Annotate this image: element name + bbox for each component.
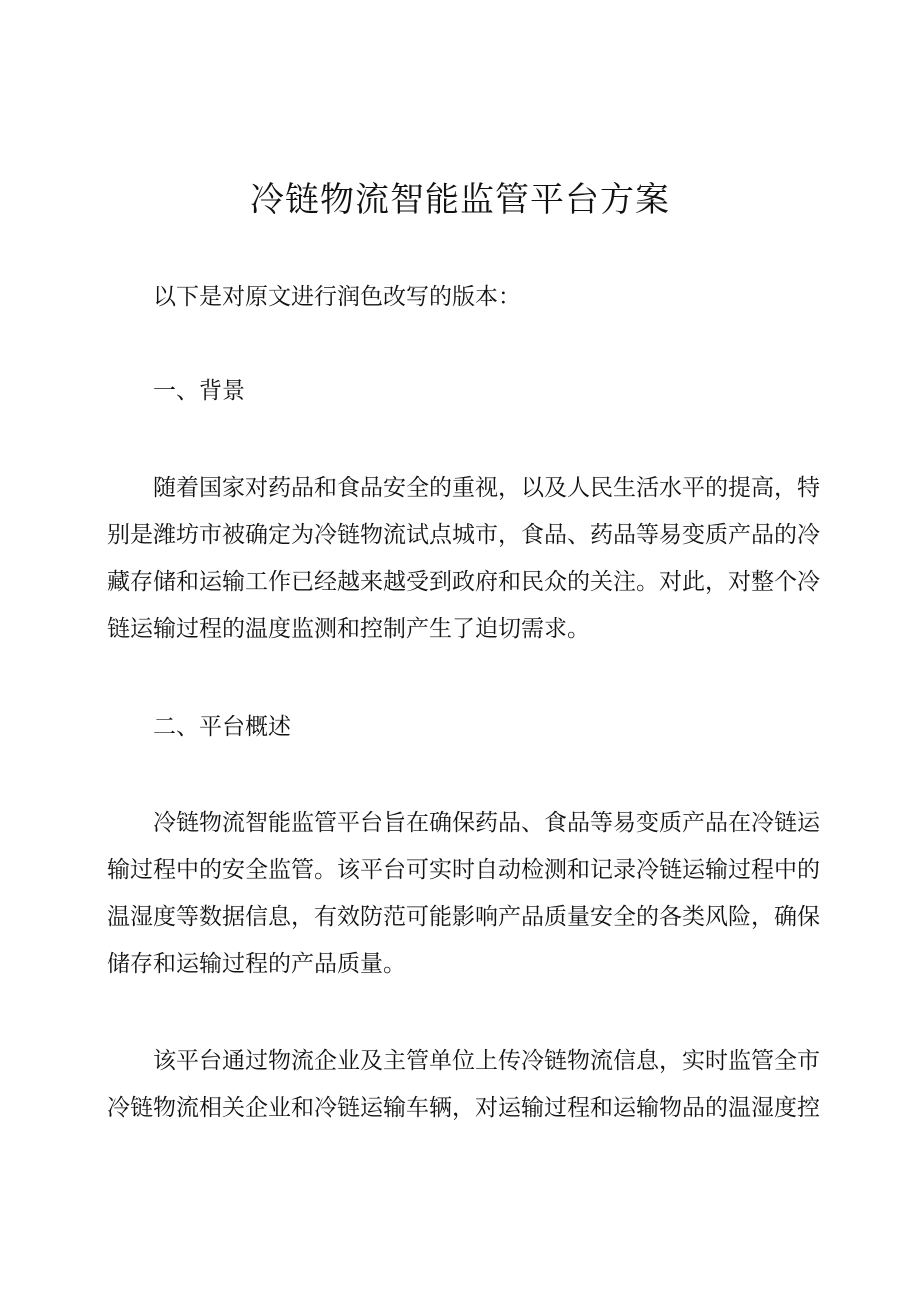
overview-paragraph-1: 冷链物流智能监管平台旨在确保药品、食品等易变质产品在冷链运输过程中的安全监管。该平台可实时自动检测和记录冷链运输过程中的温湿度等数据信息，有效防范可能影响产品质量安全的各类风险，确保储存和运输过程的产品质量。 (107, 810, 820, 977)
section-heading-platform-overview: 二、平台概述 (153, 714, 291, 740)
section-heading-background: 一、背景 (153, 378, 245, 404)
document-title: 冷链物流智能监管平台方案 (250, 180, 670, 220)
overview-paragraph-2: 该平台通过物流企业及主管单位上传冷链物流信息，实时监管全市冷链物流相关企业和冷链运输车辆，对运输过程和运输物品的温湿度控 (107, 1048, 820, 1121)
intro-paragraph: 以下是对原文进行润色改写的版本： (153, 284, 521, 310)
background-paragraph: 随着国家对药品和食品安全的重视，以及人民生活水平的提高，特别是潍坊市被确定为冷链物流试点城市，食品、药品等易变质产品的冷藏存储和运输工作已经越来越受到政府和民众的关注。对此，对整个冷链运输过程的温度监测和控制产生了迫切需求。 (107, 475, 820, 642)
